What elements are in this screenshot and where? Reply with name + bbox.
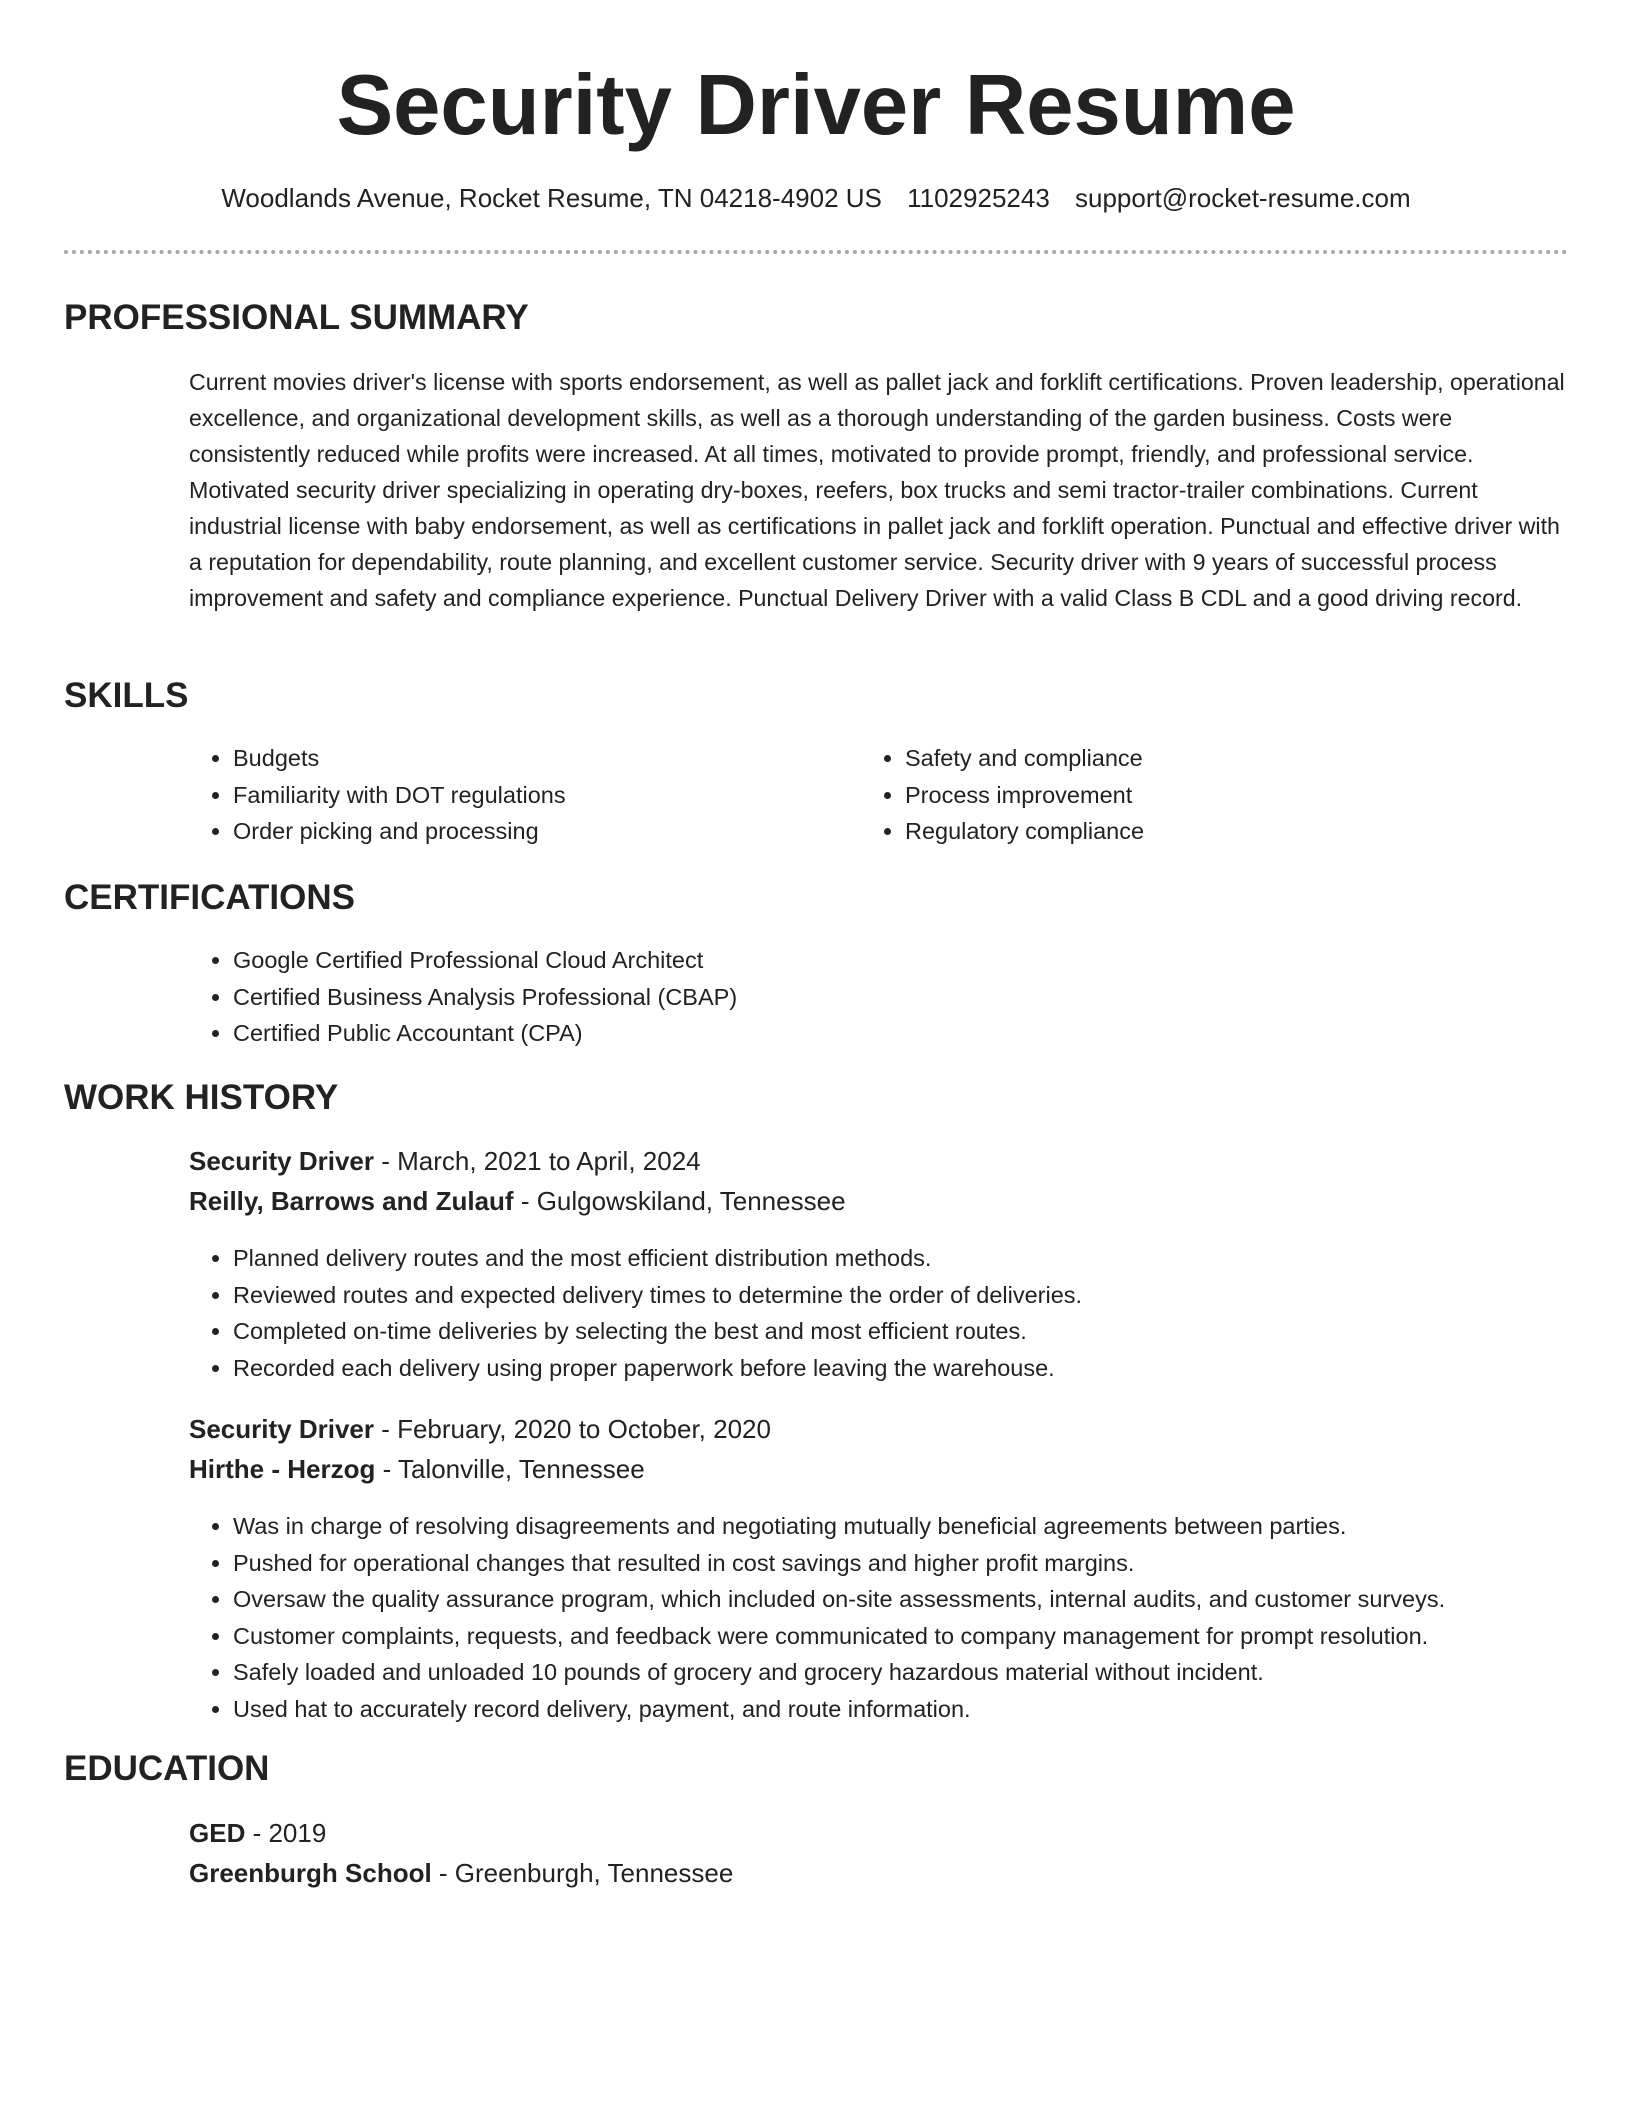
education-degree: GED	[189, 1818, 246, 1848]
job-bullet: • Oversaw the quality assurance program, which included on-site assessments, internal audits, and customer surveys.	[233, 1581, 1632, 1618]
job-title: Security Driver	[189, 1414, 374, 1444]
job-bullet: • Pushed for operational changes that resulted in cost savings and higher profit margins.	[233, 1545, 1632, 1582]
job-company: Hirthe - Herzog	[189, 1454, 376, 1484]
summary-heading: PROFESSIONAL SUMMARY	[64, 298, 529, 337]
certification-item: • Certified Public Accountant (CPA)	[233, 1015, 1533, 1052]
page-title: Security Driver Resume	[336, 58, 1296, 153]
job-location: - Talonville, Tennessee	[375, 1454, 645, 1484]
skills-list-left	[189, 740, 833, 850]
education-school-line	[189, 1855, 733, 1891]
job-bullets	[189, 1508, 1632, 1727]
job-title-line	[189, 1411, 771, 1447]
education-year: - 2019	[245, 1818, 327, 1848]
job-dates: - March, 2021 to April, 2024	[373, 1146, 701, 1176]
job-bullets	[189, 1240, 1613, 1386]
education-location: - Greenburgh, Tennessee	[431, 1858, 734, 1888]
job-bullet: • Was in charge of resolving disagreements and negotiating mutually beneficial agreements between parties.	[233, 1508, 1632, 1545]
education-school: Greenburgh School	[189, 1858, 432, 1888]
job-location: - Gulgowskiland, Tennessee	[513, 1186, 846, 1216]
certification-item: • Certified Business Analysis Professional (CBAP)	[233, 979, 1533, 1016]
education-heading: EDUCATION	[64, 1749, 270, 1788]
contact-email: support@rocket-resume.com	[1075, 183, 1411, 213]
job-bullet: • Recorded each delivery using proper paperwork before leaving the warehouse.	[233, 1350, 1613, 1387]
contact-phone: 1102925243	[907, 183, 1050, 213]
skills-list-right	[861, 740, 1505, 850]
job-dates: - February, 2020 to October, 2020	[373, 1414, 771, 1444]
job-bullet: • Safely loaded and unloaded 10 pounds of grocery and grocery hazardous material without incident.	[233, 1654, 1632, 1691]
job-bullet: • Used hat to accurately record delivery, payment, and route information.	[233, 1691, 1632, 1728]
skill-item: • Regulatory compliance	[905, 813, 1505, 850]
job-company-line	[189, 1183, 846, 1219]
job-company: Reilly, Barrows and Zulauf	[189, 1186, 514, 1216]
skill-item: • Process improvement	[905, 777, 1505, 814]
certifications-heading: CERTIFICATIONS	[64, 878, 356, 917]
skills-heading: SKILLS	[64, 676, 189, 715]
header-divider	[64, 250, 1568, 254]
job-title-line	[189, 1143, 701, 1179]
job-bullet: • Customer complaints, requests, and feedback were communicated to company management for prompt resolution.	[233, 1618, 1632, 1655]
contact-address: Woodlands Avenue, Rocket Resume, TN 04218-4902 US	[221, 183, 882, 213]
job-company-line	[189, 1451, 645, 1487]
job-bullet: • Completed on-time deliveries by selecting the best and most efficient routes.	[233, 1313, 1613, 1350]
summary-text: Current movies driver's license with sports endorsement, as well as pallet jack and forklift certifications. Proven leadership, operational excellence, and organizational development skills, as well as a thorough understanding of the garden business. Costs were consistently reduced while profits were increased. At all times, motivated to provide prompt, friendly, and professional service. Motivated security driver specializing in operating dry-boxes, reefers, box trucks and semi tractor-trailer combinations. Current industrial license with baby endorsement, as well as certifications in pallet jack and forklift operation. Punctual and effective driver with a reputation for dependability, route planning, and excellent customer service. Security driver with 9 years of successful process improvement and safety and compliance experience. Punctual Delivery Driver with a valid Class B CDL and a good driving record.	[189, 369, 1565, 611]
skill-item: • Familiarity with DOT regulations	[233, 777, 833, 814]
education-degree-line	[189, 1815, 326, 1851]
certifications-list	[189, 942, 1533, 1052]
work-history-heading: WORK HISTORY	[64, 1078, 339, 1117]
job-title: Security Driver	[189, 1146, 374, 1176]
skill-item: • Order picking and processing	[233, 813, 833, 850]
contact-line	[0, 180, 1632, 216]
job-bullet: • Planned delivery routes and the most efficient distribution methods.	[233, 1240, 1613, 1277]
certification-item: • Google Certified Professional Cloud Architect	[233, 942, 1533, 979]
job-bullet: • Reviewed routes and expected delivery times to determine the order of deliveries.	[233, 1277, 1613, 1314]
skill-item: • Safety and compliance	[905, 740, 1505, 777]
skill-item: • Budgets	[233, 740, 833, 777]
